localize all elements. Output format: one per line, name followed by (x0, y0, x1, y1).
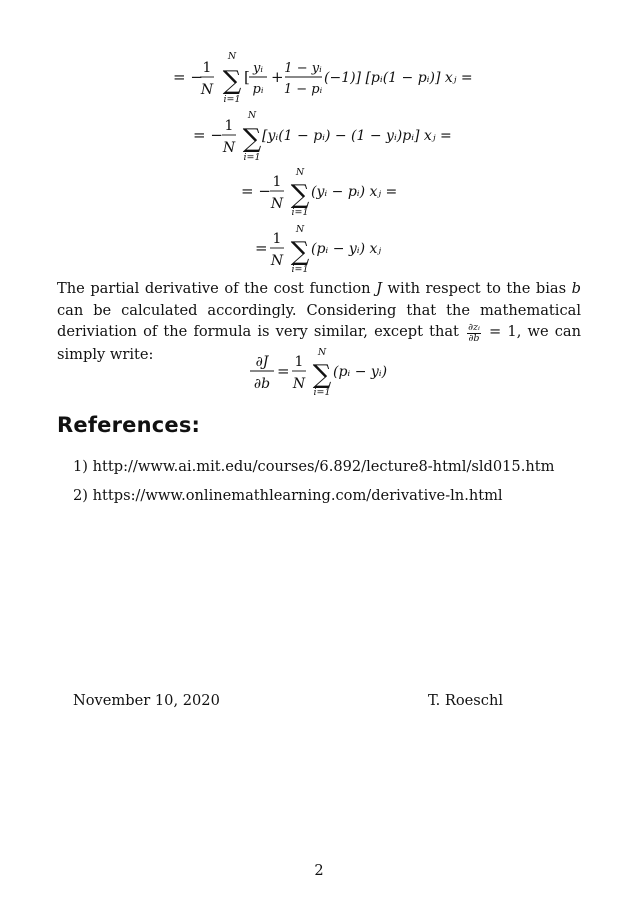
eq5-lhs-num: ∂J (255, 354, 269, 370)
var-b: b (571, 280, 582, 297)
footer-date: November 10, 2020 (73, 692, 220, 709)
references-heading: References: (57, 413, 201, 437)
eq1-tail: (−1)] [pᵢ(1 − pᵢ)] xⱼ = (324, 70, 473, 86)
inline-fraction (467, 323, 481, 344)
inline-frac-num: ∂zᵢ (468, 322, 480, 333)
eq2-lead: = − (193, 126, 223, 144)
eq4-sum-bottom: i=1 (291, 264, 309, 275)
eq1-frac-den: N (200, 82, 214, 98)
eq3-sum-bottom: i=1 (291, 207, 309, 218)
eq4-sum-sign: ∑ (290, 237, 310, 267)
eq1-sum-sign: ∑ (222, 66, 242, 96)
eq1-bracket-open: [ (244, 68, 250, 86)
eq2-sum-sign: ∑ (242, 124, 262, 154)
eq1-lead: = − (173, 68, 203, 86)
eq1-plus: + (271, 68, 284, 86)
eq1-sum-bottom: i=1 (223, 94, 241, 105)
eq2-body: [yᵢ(1 − pᵢ) − (1 − yᵢ)pᵢ] xⱼ = (262, 128, 452, 144)
eq5-body: (pᵢ − yᵢ) (333, 364, 388, 380)
eq1-f1-den: pᵢ (252, 82, 264, 97)
eq3-sum-sign: ∑ (290, 180, 310, 210)
equation-5 (0, 342, 638, 414)
reference-number: 2) (73, 487, 88, 504)
para-text-3: can be calculated accordingly. Considering that the mathematical deriviation of the formula is very similar, except that (57, 301, 581, 340)
reference-link[interactable]: http://www.ai.mit.edu/courses/6.892/lecture8-html/sld015.htm (92, 458, 555, 475)
reference-number: 1) (73, 458, 88, 475)
eq4-frac-den: N (270, 253, 284, 269)
reference-link[interactable]: https://www.onlinemathlearning.com/derivative-ln.html (92, 487, 503, 504)
eq3-frac-num: 1 (272, 174, 282, 190)
eq3-frac-den: N (270, 196, 284, 212)
eq1-f2-den: 1 − pᵢ (283, 82, 323, 97)
footer-author: T. Roeschl (428, 692, 504, 709)
eq3-body: (yᵢ − pᵢ) xⱼ = (311, 184, 398, 200)
eq1-frac-num: 1 (202, 60, 212, 76)
eq2-frac-num: 1 (224, 118, 234, 134)
eq4-lead: = (255, 239, 268, 257)
eq5-lhs-den: ∂b (253, 376, 271, 392)
inline-frac-den: ∂b (468, 333, 480, 344)
eq2-sum-top: N (247, 110, 257, 121)
eq1-f2-num: 1 − yᵢ (284, 61, 322, 76)
references-list (73, 457, 554, 515)
eq4-body: (pᵢ − yᵢ) xⱼ (311, 241, 382, 257)
reference-item (73, 486, 554, 515)
eq4-sum-top: N (295, 224, 305, 235)
eq5-sum-bottom: i=1 (313, 387, 331, 398)
eq5-equals: = (277, 362, 290, 380)
eq1-f1-num: yᵢ (253, 61, 263, 76)
eq5-frac-den: N (292, 376, 306, 392)
eq2-sum-bottom: i=1 (243, 152, 261, 163)
eq3-lead: = − (241, 182, 271, 200)
eq5-sum-top: N (317, 347, 327, 358)
reference-item (73, 457, 554, 486)
eq5-sum-sign: ∑ (312, 360, 332, 390)
eq1-sum-top: N (227, 51, 237, 62)
var-j: J (376, 280, 382, 297)
para-text-1: The partial derivative of the cost function (57, 280, 377, 297)
page-number: 2 (314, 862, 324, 879)
eq2-frac-den: N (222, 140, 236, 156)
eq5-frac-num: 1 (294, 354, 304, 370)
eq3-sum-top: N (295, 167, 305, 178)
eq4-frac-num: 1 (272, 231, 282, 247)
para-text-2: with respect to the bias (381, 280, 572, 297)
para-text-4: = 1, we can simply write: (57, 323, 582, 363)
